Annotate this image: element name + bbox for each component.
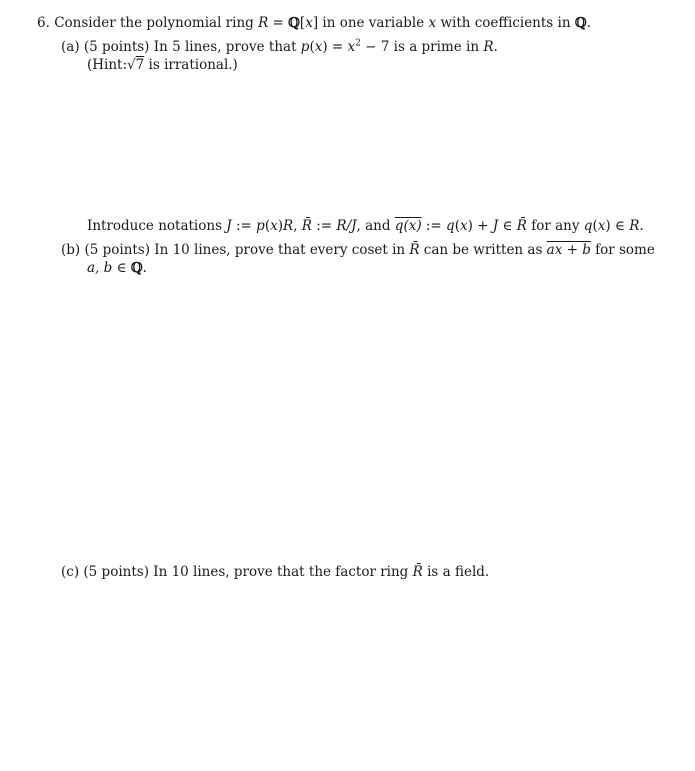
sqrt-icon: √ — [127, 57, 136, 73]
notation-math: R/J — [336, 218, 357, 234]
part-c-label: (c) — [61, 564, 80, 580]
part-b-word: some — [618, 242, 655, 258]
part-c-points: (5 points) — [83, 564, 149, 580]
part-b-word: for — [595, 242, 615, 258]
part-a-line — [61, 39, 498, 56]
intro-text: [ — [299, 15, 306, 31]
part-c-text: is a field. — [422, 564, 490, 580]
notation-text: , — [293, 218, 302, 234]
part-b-word: prove — [234, 242, 274, 258]
notation-math: x — [597, 218, 606, 234]
notation-text: ( — [264, 218, 271, 234]
hint-open: (Hint: — [87, 57, 128, 73]
part-b-word: 10 — [172, 242, 190, 258]
notation-text: . — [639, 218, 644, 234]
part-b-word: as — [527, 242, 543, 258]
intro-text: ] in one variable — [312, 15, 429, 31]
notation-math: p — [256, 218, 265, 234]
part-a-label: (a) — [61, 39, 80, 55]
notation-line — [87, 218, 644, 235]
notation-math-Rbar: R̄ — [516, 218, 527, 234]
part-c-line — [61, 564, 489, 581]
notation-text: := — [311, 218, 337, 234]
part-a-text: In 5 lines, prove that — [149, 39, 301, 55]
notation-text: ) + — [467, 218, 493, 234]
part-a-text: ) = — [322, 39, 348, 55]
part-b-points: (5 points) — [84, 242, 151, 258]
part-b-word: coset — [351, 242, 388, 258]
notation-text: ) ∈ — [605, 218, 630, 234]
part-b-word: be — [452, 242, 469, 258]
part-c-math-Rbar: R̄ — [412, 564, 423, 580]
notation-text: := — [231, 218, 257, 234]
intro-math-Q: ℚ — [288, 15, 300, 31]
notation-text: ( — [454, 218, 460, 234]
intro-math-R: R — [258, 15, 269, 31]
part-b-math-coset: ax + b — [546, 242, 591, 258]
part-b-text: ∈ — [112, 260, 131, 276]
intro-math-x: x — [305, 15, 313, 31]
part-b-math: a, b — [87, 260, 113, 276]
notation-math-qbar: q(x) — [394, 218, 422, 234]
part-b-word: can — [423, 242, 449, 258]
notation-math-Rbar: R̄ — [301, 218, 312, 234]
part-a-math: p — [300, 39, 310, 55]
intro-math-x: x — [428, 15, 437, 31]
part-b-line — [61, 242, 655, 259]
notation-math: q — [583, 218, 593, 234]
question-number: 6. — [37, 15, 50, 31]
part-b-word: every — [309, 242, 348, 258]
hint-radicand: 7 — [135, 57, 145, 73]
notation-text: := — [421, 218, 447, 234]
notation-math: x — [459, 218, 468, 234]
part-b-math-Q: ℚ — [130, 260, 143, 276]
intro-text: Consider the polynomial ring — [54, 15, 259, 31]
part-b-math-Rbar: R̄ — [409, 242, 420, 258]
part-a-math: R — [483, 39, 494, 55]
notation-text: ( — [592, 218, 598, 234]
part-a-text: − 7 is a prime in — [360, 39, 484, 55]
part-b-word: In — [154, 242, 169, 258]
part-b-word: in — [392, 242, 406, 258]
part-b-word: lines, — [194, 242, 231, 258]
part-a-points: (5 points) — [83, 39, 150, 55]
notation-math: J — [226, 218, 232, 234]
notation-math: R — [283, 218, 294, 234]
intro-text: = — [268, 15, 289, 31]
notation-text: ∈ — [498, 218, 517, 234]
part-b-text: . — [142, 260, 147, 276]
part-b-label: (b) — [61, 242, 81, 258]
intro-text: with coefficients in — [436, 15, 575, 31]
notation-text: , and — [356, 218, 395, 234]
intro-math-Q: ℚ — [574, 15, 587, 31]
notation-text: for any — [526, 218, 584, 234]
notation-math: x — [270, 218, 278, 234]
notation-math: J — [492, 218, 499, 234]
part-a-text: ( — [309, 39, 315, 55]
question-intro — [37, 15, 591, 32]
part-b-word: that — [277, 242, 306, 258]
notation-math: R — [629, 218, 640, 234]
notation-text: ) — [277, 218, 284, 234]
hint-close: is irrational.) — [144, 57, 238, 73]
part-a-math: x — [347, 39, 356, 55]
part-a-hint — [87, 57, 238, 74]
notation-math: q — [446, 218, 455, 234]
part-b-continuation — [87, 260, 147, 277]
part-a-text: . — [493, 39, 498, 55]
notation-text: Introduce notations — [87, 218, 227, 234]
part-c-text: In 10 lines, prove that the factor ring — [148, 564, 413, 580]
intro-text: . — [586, 15, 591, 31]
part-a-math: x — [314, 39, 323, 55]
part-a-exponent: 2 — [355, 38, 361, 49]
part-b-word: written — [473, 242, 524, 258]
